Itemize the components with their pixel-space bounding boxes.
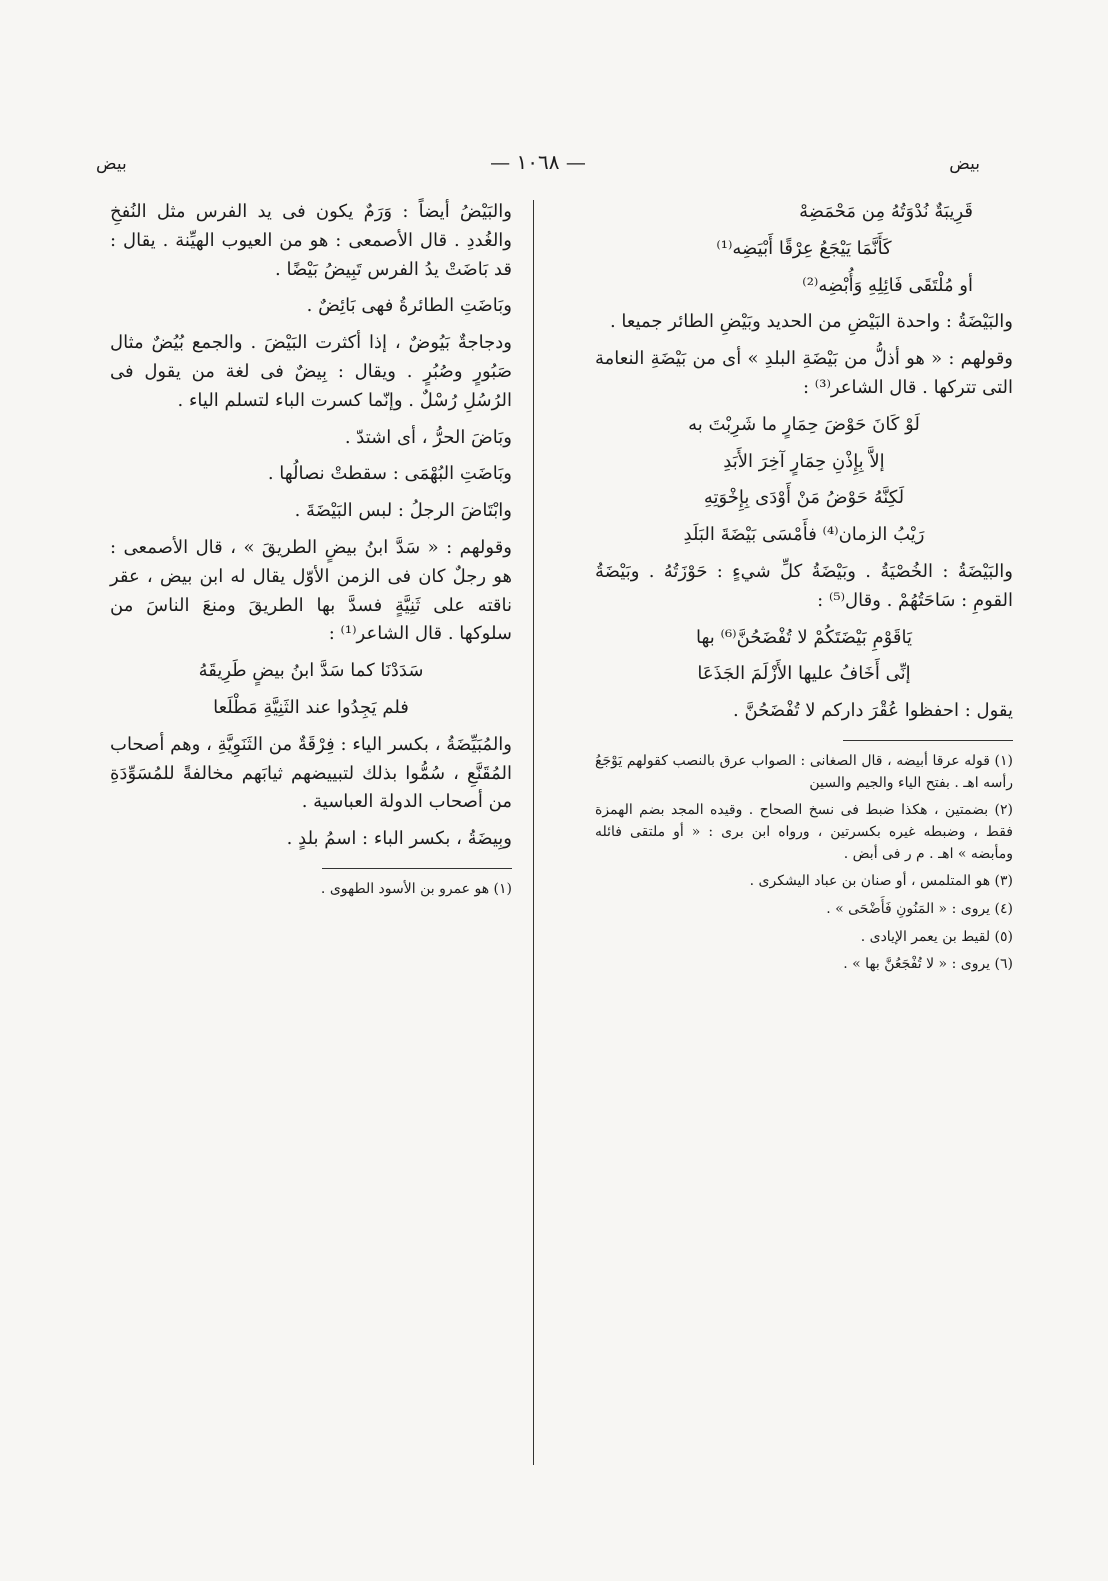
paragraph: وبَاضَ الحرُّ ، أى اشتدّ . (344, 426, 512, 448)
footnote: (٢) بضمتين ، هكذا ضبط فى نسخ الصحاح . وقيده المجد بضم الهمزة فقط ، وضبطه غيره بكسرتين ، ورواه ابن برى : « أو ملتقى فائله ومأبضه » اهـ . م ر فى أبض . (595, 802, 1013, 862)
verse-line: أو مُلْتَقَى فَائِلِهِ وَأُبْضِه⁽²⁾ (802, 274, 973, 296)
footnote: (١) قوله عرقا أبيضه ، قال الصغانى : الصواب عرق بالنصب كقولهم يَوْجَعُ رأسه اهـ . بفتح الياء والجيم والسين (595, 752, 1013, 791)
right-column (595, 198, 1013, 982)
footnote-rule (843, 740, 1013, 741)
running-headword-left: بيض (96, 154, 127, 174)
verse-line: سَدَدْنَا كما سَدَّ ابنُ بيضٍ طَرِيقَهُ (198, 660, 424, 682)
paragraph: وبِيضَةُ ، بكسر الباء : اسمُ بلدٍ . (286, 828, 512, 850)
page-header (88, 148, 988, 184)
paragraph: يقول : احفظوا عُقْرَ داركم لا تُفْضَحُنَّ . (733, 700, 1013, 722)
paragraph: والبَيْضَةُ : واحدة البَيْضِ من الحديد وبَيْضِ الطائر جميعا . (609, 311, 1013, 333)
footnote: (٤) يروى : « المَنُونِ فَأَضْحَى » . (826, 901, 1013, 918)
paragraph: وبَاضَتِ البُهْمَى : سقطتْ نصالُها . (267, 463, 512, 485)
verse-line: إنِّى أَخَافُ عليها الأَزْلَمَ الجَذَعَا (697, 663, 911, 685)
paragraph: والبَيْضَةُ : الخُصْيَةُ . وبَيْضَةُ كلِّ شيءٍ : حَوْزَتُهُ . وبَيْضَةُ القومِ : سَاحَتُهُمْ . وقال⁽⁵⁾ : (595, 560, 1013, 611)
paragraph: وقولهم : « هو أذلُّ من بَيْضَةِ البلدِ » أى من بَيْضَةِ النعامة التى تتركها . قال الشاعر⁽³⁾ : (595, 348, 1013, 398)
page-number: — ١٠٦٨ — (490, 150, 586, 174)
footnotes (595, 751, 1013, 976)
paragraph: وقولهم : « سَدَّ ابنُ بيضٍ الطريقَ » ، قال الأصمعى : هو رجلٌ كان فى الزمن الأوّل يقال له ابن بيض ، عقر ناقته على ثَنِيَّةٍ فسدَّ بها الطريقَ ومنعَ الناسَ من سلوكها . قال الشاعر⁽¹⁾ : (110, 536, 512, 645)
verse-line: يَاقَوْمِ بَيْضَتَكُمْ لا تُفْضَحُنَّ⁽⁶⁾ بها (696, 626, 912, 648)
footnotes (110, 879, 512, 901)
poem-line: لَوْ كَانَ حَوْضَ حِمَارٍ ما شَرِبْتَ به (688, 413, 920, 435)
poem-line: رَيْبُ الزمان⁽⁴⁾ فأَمْسَى بَيْضَةَ البَلَدِ (683, 524, 925, 546)
footnote: (٦) يروى : « لا تُفْجَعُنَّ بها » . (843, 956, 1013, 973)
paragraph: والبَيْضُ أيضاً : وَرَمٌ يكون فى يد الفرس مثل النُفخِ والغُددِ . قال الأصمعى : هو من العيوب الهيِّنة . يقال : قد بَاضَتْ يدُ الفرس تَبِيضُ بَيْضًا . (110, 201, 512, 280)
running-headword-right: بيض (949, 154, 980, 174)
footnote-rule (322, 868, 512, 869)
poem-line: إلاَّ بِإِذْنِ حِمَارٍ آخِرَ الأَبَدِ (723, 450, 885, 472)
footnote: (١) هو عمرو بن الأسود الطهوى . (320, 880, 512, 897)
poem-line: لَكِنَّهُ حَوْضُ مَنْ أَوْدَى بِإِخْوَتِهِ (703, 487, 905, 509)
paragraph: ودجاجةٌ بَيُوضٌ ، إذا أكثرت البَيْضَ . والجمع بُيُضٌ مثال صَبُورٍ وصُبُرٍ . ويقال : بِيضٌ فى لغة من يقول فى الرُسُلِ رُسْلٌ . وإنّما كسرت الباء لتسلم الياء . (110, 332, 512, 411)
verse-line: قَرِيبَةٌ نُدْوَتُهُ مِن مَحْمَضِهْ (799, 201, 973, 222)
footnote: (٣) هو المتلمس ، أو صنان بن عباد اليشكرى . (749, 873, 1013, 890)
verse-line: كَأَنَّمَا يَيْجَعُ عِرْقًا أَبْيَضِه⁽¹⁾ (716, 237, 892, 259)
paragraph: وابْتَاضَ الرجلُ : لبس البَيْضَةَ . (294, 500, 512, 522)
left-column (110, 198, 512, 907)
footnote: (٥) لقيط بن يعمر الإيادى . (860, 928, 1013, 945)
paragraph: وبَاضَتِ الطائرةُ فهى بَائِضٌ . (306, 295, 512, 317)
paragraph: والمُبَيِّضَةُ ، بكسر الياء : فِرْقَةٌ من الثَنَوِيَّةِ ، وهم أصحاب المُقَنَّعِ ، سُمُّوا بذلك لتبييضهم ثيابَهم مخالفةً للمُسَوِّدَةِ من أصحاب الدولة العباسية . (110, 733, 512, 813)
column-divider (533, 200, 534, 1465)
verse-line: فلم يَجِدُوا عند الثَنِيَّةِ مَطْلَعا (213, 696, 409, 718)
